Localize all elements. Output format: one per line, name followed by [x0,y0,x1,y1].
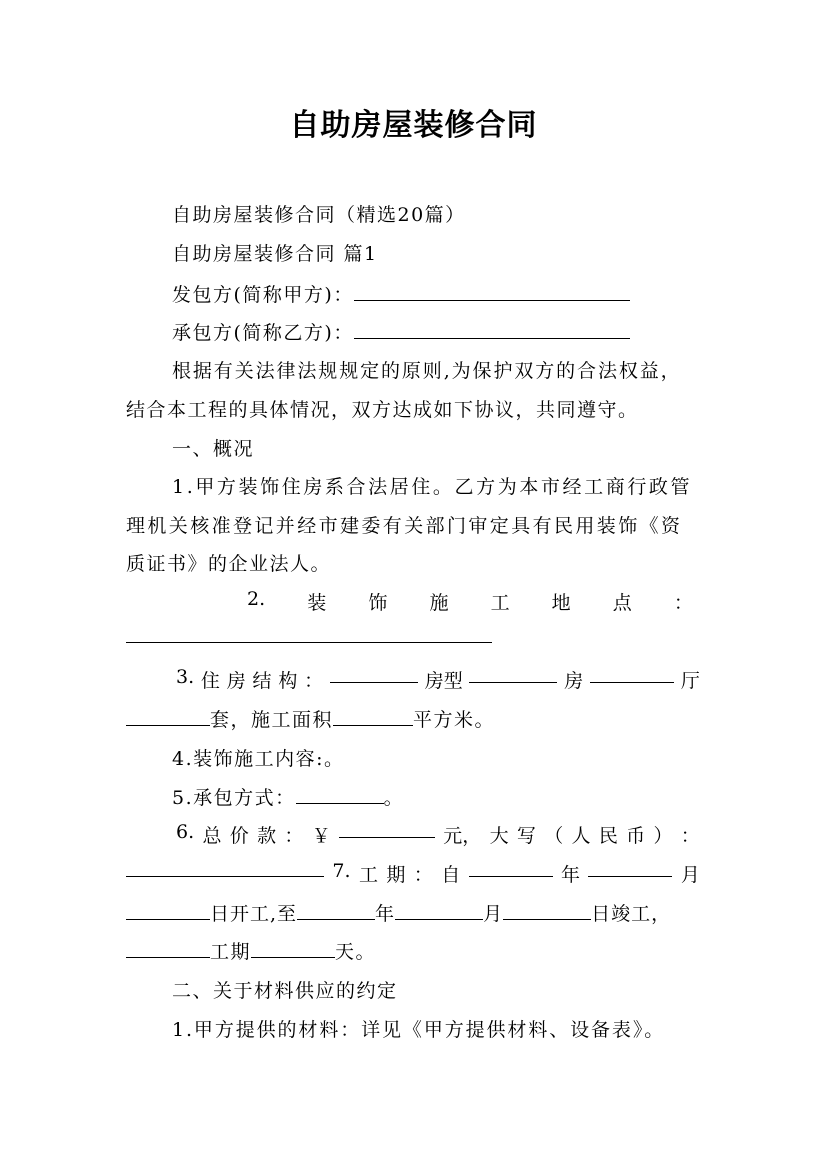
clause-1-line-3: 质证书》的企业法人。 [126,553,332,575]
daxie-char: 大 [489,825,509,847]
clause-5 [172,783,404,810]
site-char: 工 [490,592,510,614]
price-char: 款 [257,825,277,847]
price-char: 6. [176,821,195,843]
price-words-blank [126,860,324,877]
collection-heading: 自助房屋装修合同（精选20篇） [172,204,466,226]
site-char: 装 [307,592,327,614]
year-label: 年 [561,864,581,886]
start-day-blank [126,903,210,920]
room-label: 房 [564,670,584,692]
contract-method-label: 5.承包方式： [172,787,296,809]
month-label: 月 [680,864,700,886]
period-char: 工 [358,864,378,886]
document-title: 自助房屋装修合同 [289,108,538,143]
year-label-2: 年 [375,903,396,925]
site-char: 施 [429,592,449,614]
daxie-char: 民 [598,825,618,847]
price-blank [339,821,435,838]
end-work-label: 日竣工， [591,903,672,925]
price-char: 价 [229,825,249,847]
clause-1-line-2: 理机关核准登记并经市建委有关部门审定具有民用装饰《资 [126,515,683,537]
site-char: ： [673,592,693,614]
structure-char: 构 [278,670,298,692]
yuan-label: 元， [443,825,482,847]
contract-method-blank [296,787,384,804]
structure-char: ： [304,670,324,692]
duration-pre-blank [126,941,210,958]
intro-line-2: 结合本工程的具体情况，双方达成如下协议，共同遵守。 [126,399,639,421]
daxie-char: 写 [516,825,536,847]
duration-label: 工期 [210,941,252,963]
month-label-2: 月 [483,903,504,925]
price-char: 总 [202,825,222,847]
period-char: 7. [332,860,351,882]
day-label: 天。 [335,941,377,963]
section-2-heading: 二、关于材料供应的约定 [172,980,398,1002]
site-blank-line [126,626,492,648]
halls-blank [590,666,674,683]
site-line [247,588,693,615]
daxie-char: 币 [626,825,646,847]
yuan-sign: ￥ [311,825,331,847]
start-month-blank [588,860,672,877]
duration-line [126,937,376,964]
intro-line-1: 根据有关法律法规规定的原则,为保护双方的合法权益， [172,360,682,382]
daxie-char: ： [680,825,700,847]
end-day-blank [503,903,591,920]
party-a-line [172,280,630,307]
area-label: 套，施工面积 [210,709,334,731]
period-line [126,860,700,887]
structure-char: 住 [200,670,220,692]
structure-line [176,666,700,693]
period-line-2 [126,899,671,926]
period-char: 期 [386,864,406,886]
section-1-heading: 一、概况 [172,438,255,460]
structure-char: 3. [176,666,195,688]
period-char: 自 [441,864,461,886]
structure-blank [330,666,418,683]
structure-line-2 [126,705,495,732]
structure-char: 房 [226,670,246,692]
party-a-label: 发包方(简称甲方)： [172,284,354,306]
hall-label: 厅 [680,670,700,692]
start-work-label: 日开工,至 [210,903,298,925]
materials-clause-1: 1.甲方提供的材料：详见《甲方提供材料、设备表》。 [172,1019,666,1041]
rooms-blank [469,666,557,683]
start-year-blank [469,860,553,877]
contract-part-heading: 自助房屋装修合同 篇1 [172,243,378,265]
end-month-blank [395,903,483,920]
structure-char: 结 [252,670,272,692]
period-char: ： [413,864,433,886]
site-char: 点 [612,592,632,614]
daxie-char: （ [544,825,564,847]
price-line [176,821,700,848]
party-b-blank [354,322,630,339]
site-char: 地 [551,592,571,614]
party-b-label: 承包方(简称乙方)： [172,322,354,344]
clause-5-end: 。 [383,787,405,809]
sets-blank [126,709,210,726]
site-char: 2. [247,588,266,610]
site-char: 饰 [368,592,388,614]
daxie-char: ） [653,825,673,847]
site-blank [126,626,492,643]
clause-4: 4.装饰施工内容:。 [172,748,345,770]
area-blank [333,709,413,726]
clause-1-line-1: 1.甲方装饰住房系合法居住。乙方为本市经工商行政管 [172,476,693,498]
party-a-blank [354,284,630,301]
price-char: ： [284,825,304,847]
daxie-char: 人 [571,825,591,847]
end-year-blank [297,903,375,920]
duration-days-blank [251,941,335,958]
party-b-line [172,318,630,345]
sqm-label: 平方米。 [413,709,496,731]
room-type-label: 房型 [424,670,463,692]
